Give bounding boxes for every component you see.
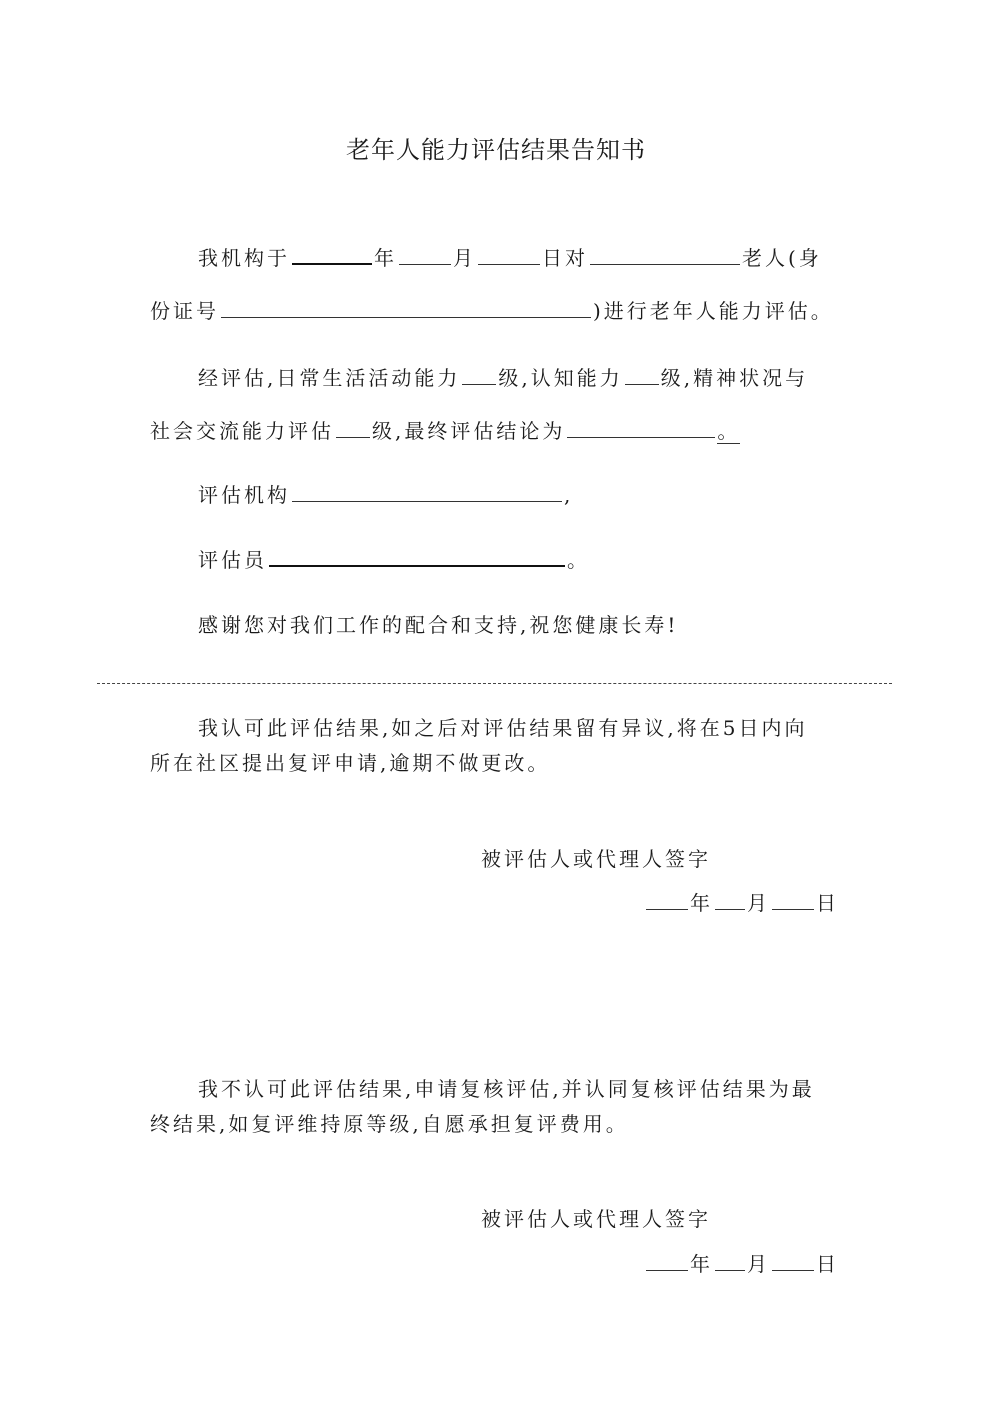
agree-month-blank[interactable] (715, 891, 745, 910)
agree-day-label: 日 (816, 891, 839, 915)
conclusion-blank[interactable] (567, 419, 715, 438)
para1-line1 (198, 244, 822, 272)
agree-line2: 所在社区提出复评申请,逾期不做更改。 (150, 751, 551, 775)
id-number-blank[interactable] (221, 299, 591, 318)
assessor-end: 。 (567, 548, 590, 572)
cognition-level-blank[interactable] (625, 366, 659, 385)
agree-day-blank[interactable] (772, 891, 814, 910)
agree-year-label: 年 (690, 891, 713, 915)
day-blank[interactable] (478, 246, 540, 265)
disagree-month-label: 月 (747, 1252, 770, 1276)
para1-line2 (150, 297, 834, 325)
disagree-year-label: 年 (690, 1252, 713, 1276)
assessor-line (198, 546, 590, 574)
document-title: 老年人能力评估结果告知书 (346, 136, 646, 164)
para2-line1 (198, 364, 808, 392)
assessor-blank[interactable] (269, 547, 565, 567)
agree-month-label: 月 (747, 891, 770, 915)
agree-year-blank[interactable] (646, 891, 688, 910)
para2-level1: 级,认知能力 (498, 366, 623, 390)
year-blank[interactable] (292, 245, 372, 265)
para2-line2 (150, 417, 740, 445)
elder-label: 老人(身 (742, 246, 822, 270)
para2-part1: 经评估,日常生活活动能力 (198, 366, 461, 390)
month-label: 月 (453, 246, 476, 270)
agree-line1: 我认可此评估结果,如之后对评估结果留有异议,将在5日内向 (198, 716, 808, 740)
org-blank[interactable] (292, 483, 562, 502)
assessor-label: 评估员 (198, 548, 267, 572)
disagree-month-blank[interactable] (715, 1252, 745, 1271)
org-label: 评估机构 (198, 483, 290, 507)
disagree-day-label: 日 (816, 1252, 839, 1276)
org-line (198, 481, 573, 509)
month-blank[interactable] (399, 246, 451, 265)
id-label: 份证号 (150, 299, 219, 323)
elder-name-blank[interactable] (590, 246, 740, 265)
disagree-year-blank[interactable] (646, 1252, 688, 1271)
disagree-signature-label: 被评估人或代理人签字 (481, 1207, 711, 1231)
agree-signature-label: 被评估人或代理人签字 (481, 847, 711, 871)
dashed-divider (97, 683, 892, 684)
org-end: , (564, 483, 574, 507)
para2-level3: 级,最终评估结论为 (372, 419, 566, 443)
day-label: 日对 (542, 246, 588, 270)
para1-intro: 我机构于 (198, 246, 290, 270)
disagree-line2: 终结果,如复评维持原等级,自愿承担复评费用。 (150, 1112, 629, 1136)
adl-level-blank[interactable] (462, 366, 496, 385)
agree-date (644, 887, 839, 916)
social-level-blank[interactable] (336, 419, 370, 438)
disagree-day-blank[interactable] (772, 1252, 814, 1271)
year-label: 年 (374, 246, 397, 270)
thanks-line: 感谢您对我们工作的配合和支持,祝您健康长寿! (198, 613, 679, 637)
para2-level2: 级,精神状况与 (660, 366, 809, 390)
disagree-line1: 我不认可此评估结果,申请复核评估,并认同复核评估结果为最 (198, 1077, 815, 1101)
disagree-date (644, 1248, 839, 1277)
para2-end: 。 (717, 419, 741, 443)
para2-part2: 社会交流能力评估 (150, 419, 334, 443)
id-tail: )进行老年人能力评估。 (593, 299, 834, 323)
